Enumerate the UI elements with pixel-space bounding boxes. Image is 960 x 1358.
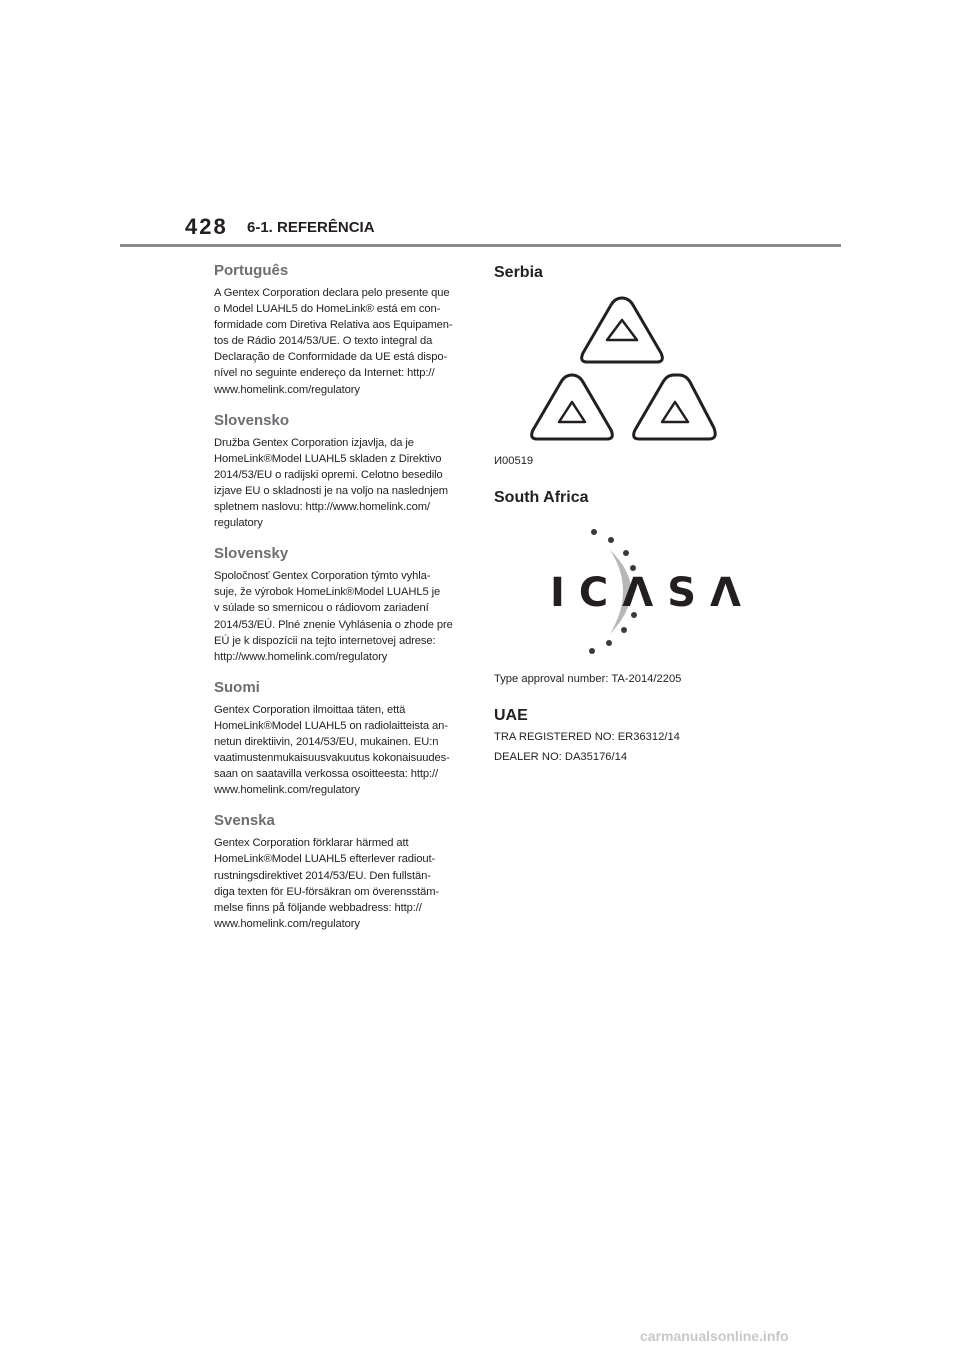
header-rule [120, 244, 841, 247]
country-title: Serbia [494, 264, 543, 281]
lang-text: A Gentex Corporation declara pelo presente que o Model LUAHL5 do HomeLink® está em con- formidade com Diretiva Relativa aos Equipamen- tos de Rádio 2014/53/UE. O texto integral da Declaração de Conformidade da UE está dispo- nível no seguinte endereço da Internet: http:// www.homelink.com/regulatory [214, 287, 453, 396]
icasa-logo [548, 526, 755, 656]
lang-text: Gentex Corporation förklarar härmed att HomeLink®Model LUAHL5 efterlever radiout- rustningsdirektivet 2014/53/EU. Den fullstän- diga texten för EU-försäkran om överensstäm- melse finns på följande webbadress: http:// www.homelink.com/regulatory [214, 837, 440, 930]
serbia-code: И00519 [494, 455, 534, 467]
uae-dealer-number: DEALER NO: DA35176/14 [494, 751, 628, 763]
watermark: carmanualsonline.info [640, 1328, 789, 1344]
lang-block-slovensky [214, 545, 466, 665]
lang-block-portugues [214, 262, 466, 398]
south-africa-title [494, 489, 589, 507]
uae-title [494, 707, 528, 725]
svg-text:ICΛSΛ: ICΛSΛ [550, 570, 755, 616]
serbia-certification-logo [527, 290, 717, 450]
left-column [214, 262, 466, 946]
lang-title: Slovensky [214, 545, 289, 563]
page-number: 428 [185, 214, 228, 239]
section-header: 6-1. REFERÊNCIA [247, 219, 375, 236]
lang-title: Suomi [214, 678, 260, 696]
serbia-title [494, 264, 543, 282]
lang-text: Spoločnosť Gentex Corporation týmto vyhla- suje, že výrobok HomeLink®Model LUAHL5 je v súlade so smernicou o rádiovom zariadení 2014/53/EÚ. Plné znenie Vyhlásenia o zhode pre EÚ je k dispozícii na tejto internetovej adrese: http://www.homelink.com/regulatory [214, 570, 453, 663]
country-title: UAE [494, 707, 528, 724]
lang-text: Družba Gentex Corporation izjavlja, da je HomeLink®Model LUAHL5 skladen z Direktivo 2014/53/EU o radijski opremi. Celotno besedilo izjave EU o skladnosti je na voljo na naslednjem spletnem naslovu: http://www.homelink.com/ regulatory [214, 436, 449, 530]
lang-title: Português [214, 262, 289, 279]
lang-block-svenska [214, 812, 466, 932]
lang-block-slovensko [214, 412, 466, 532]
lang-text: Gentex Corporation ilmoittaa täten, että HomeLink®Model LUAHL5 on radiolaitteista an- netun direktiivin, 2014/53/EU, mukainen. EU:n vaatimustenmukaisuusvakuutus kokonaisuudes- saan on saatavilla verkossa osoitteesta: http:// www.homelink.com/regulatory [214, 703, 450, 797]
type-approval-number: Type approval number: TA-2014/2205 [494, 673, 682, 685]
country-title: South Africa [494, 489, 589, 506]
lang-title: Svenska [214, 812, 275, 830]
uae-tra-number: TRA REGISTERED NO: ER36312/14 [494, 731, 680, 743]
lang-title: Slovensko [214, 411, 290, 429]
lang-block-suomi [214, 679, 466, 799]
